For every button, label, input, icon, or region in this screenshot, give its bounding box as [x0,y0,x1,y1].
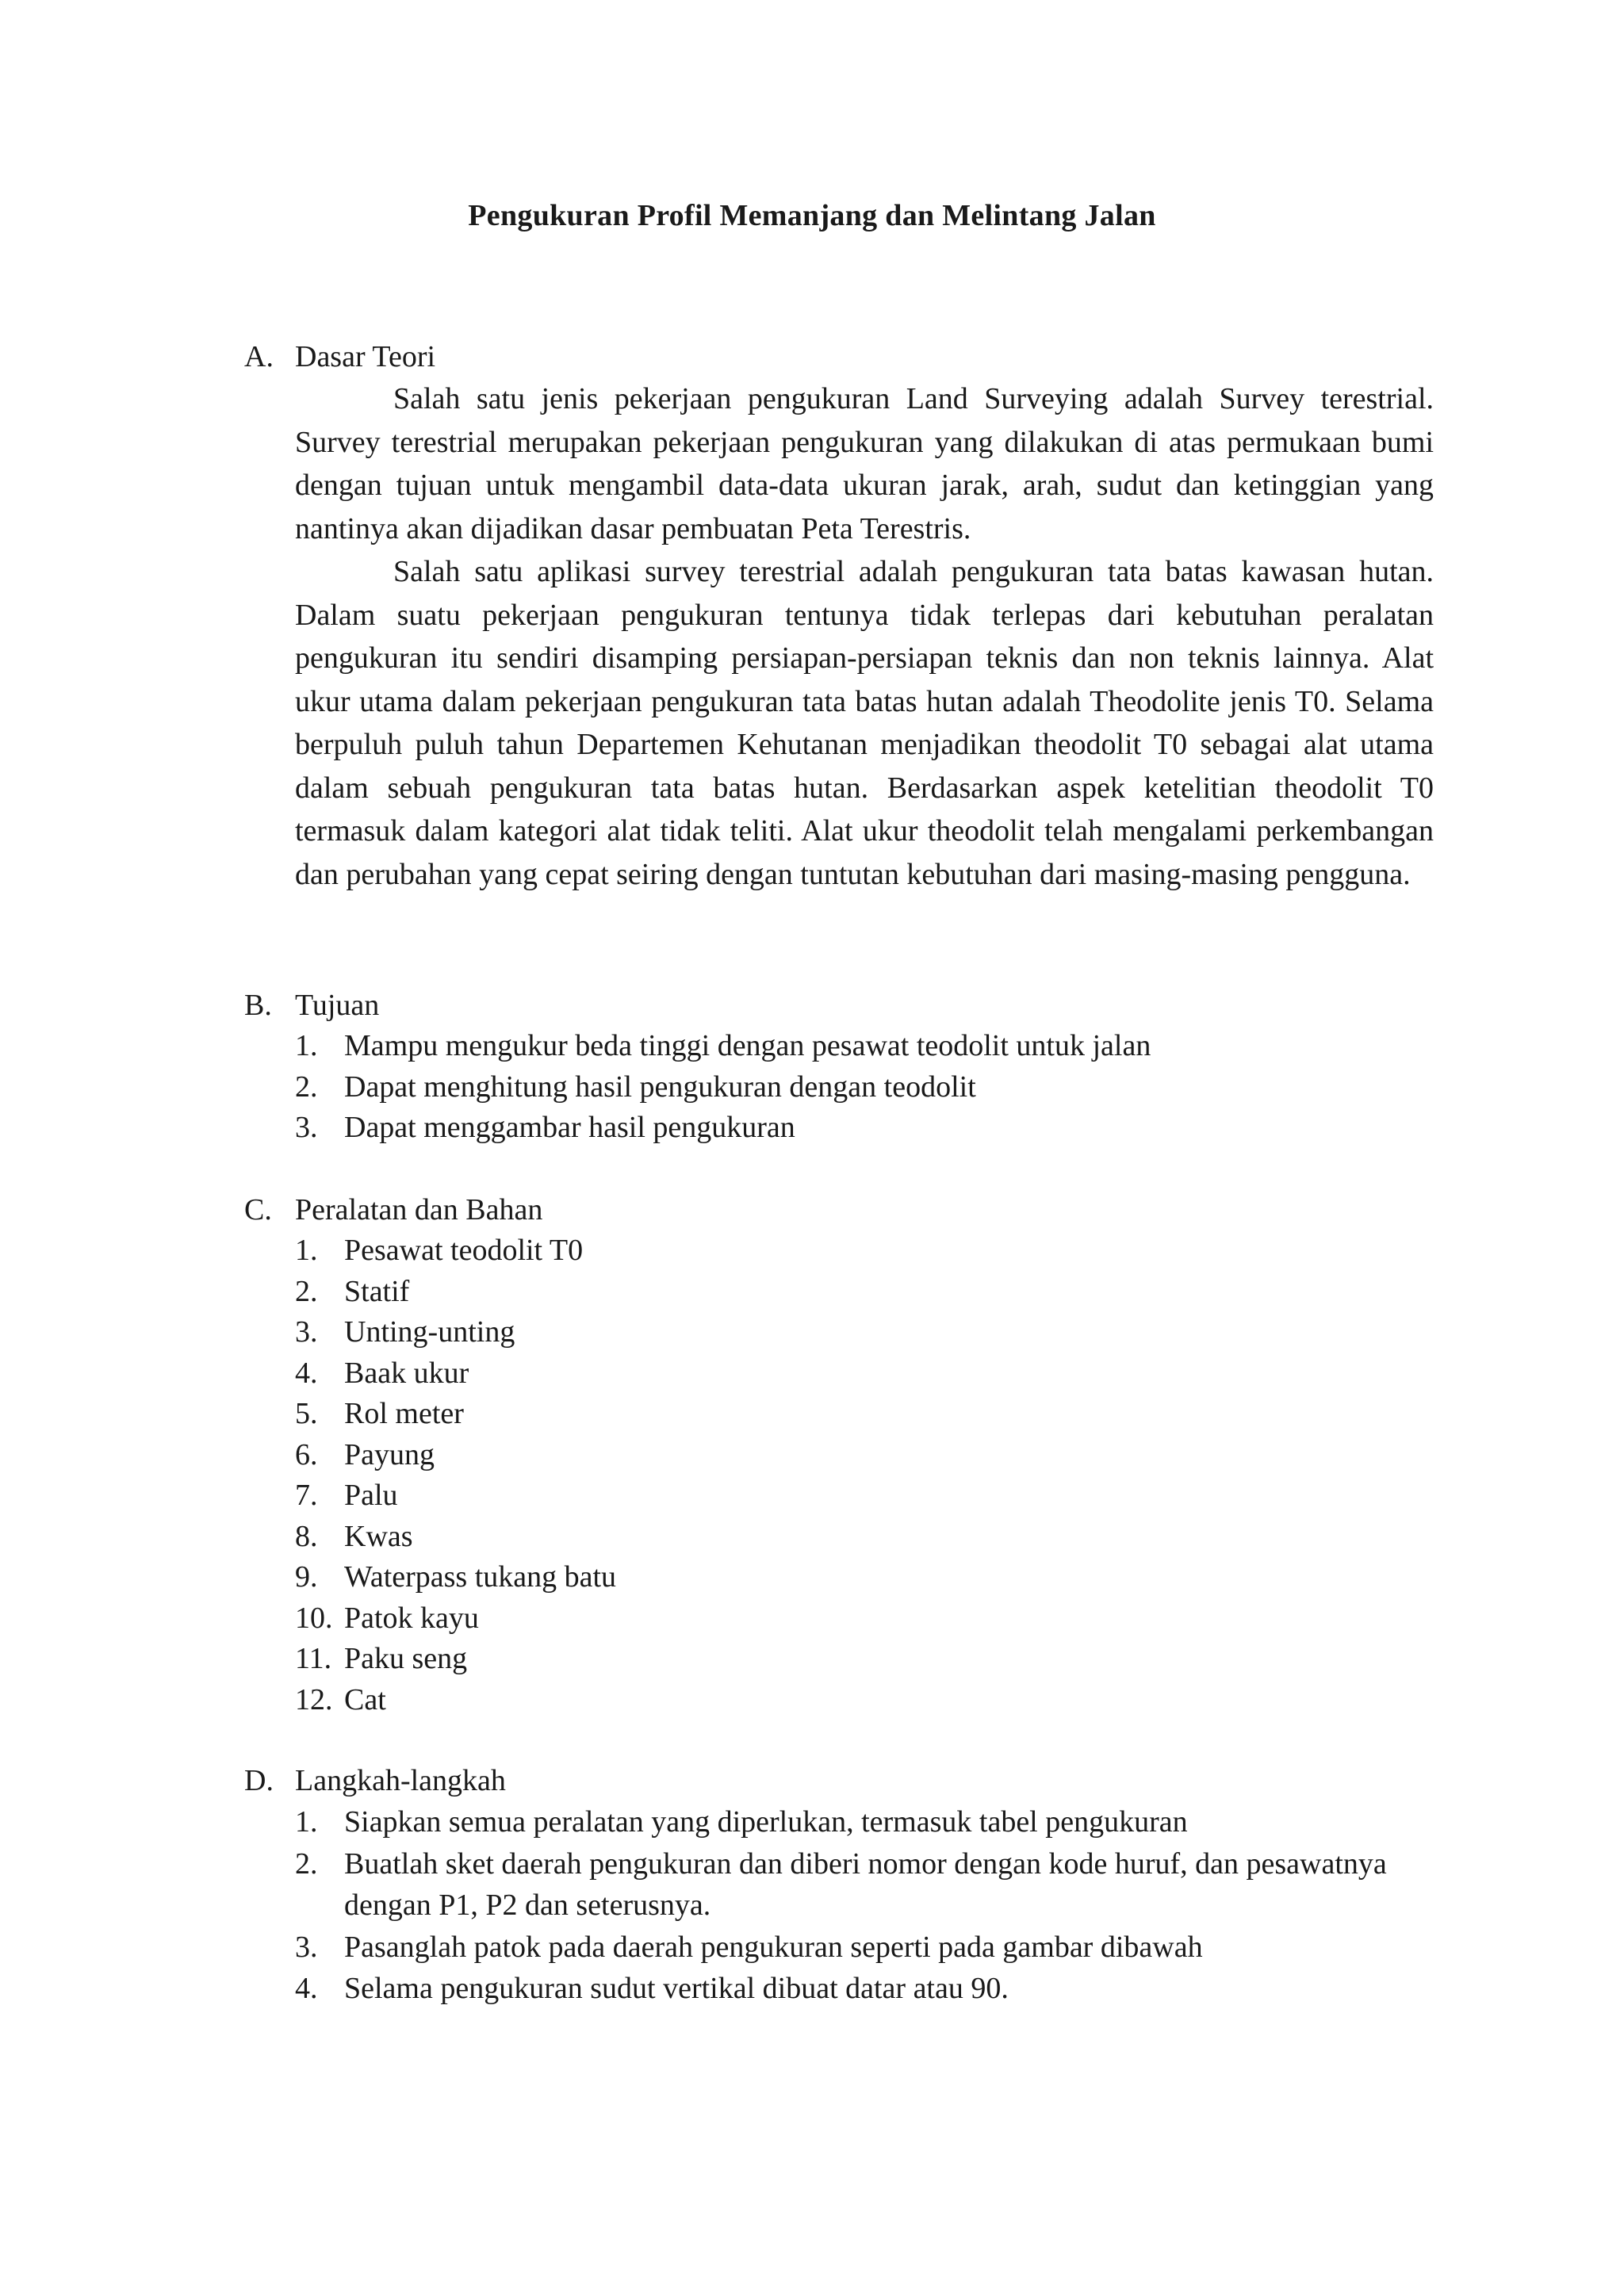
list-number: 10. [295,1601,333,1635]
list-item-text: Mampu mengukur beda tinggi dengan pesawat teodolit untuk jalan [344,1029,1151,1062]
list-number: 7. [295,1479,318,1512]
list-item-text: Unting-unting [344,1315,515,1349]
list-number: 2. [295,1274,318,1308]
list-number: 1. [295,1234,318,1267]
list-item [295,1272,1434,1313]
list-item-text: Statif [344,1274,410,1308]
list-item-text: Patok kayu [344,1601,479,1635]
list-item [295,1843,1434,1927]
list-number: 1. [295,1805,318,1839]
section-peralatan-dan-bahan [244,1189,1434,1720]
list-item [295,1435,1434,1476]
section-letter: C. [244,1193,272,1226]
list-item-text: Palu [344,1479,398,1512]
list-item [295,1394,1434,1435]
list-item [295,1026,1434,1067]
list-item-text: Paku seng [344,1642,468,1675]
list-number: 3. [295,1315,318,1349]
list-item [295,1598,1434,1640]
section-letter: B. [244,989,272,1022]
list-item [295,1968,1434,2010]
list-number: 12. [295,1682,333,1716]
list-item-text: Waterpass tukang batu [344,1560,617,1594]
numbered-list [295,1230,1434,1720]
list-item [295,1680,1434,1721]
list-item-text: Selama pengukuran sudut vertikal dibuat datar atau 90. [344,1972,1009,2005]
list-number: 4. [295,1356,318,1390]
section-dasar-teori [244,336,1434,896]
list-number: 6. [295,1437,318,1471]
list-item-text: Rol meter [344,1397,464,1430]
numbered-list [295,1026,1434,1149]
list-item [295,1639,1434,1680]
list-item-text: Pasanglah patok pada daerah pengukuran seperti pada gambar dibawah [344,1930,1203,1964]
list-number: 2. [295,1846,318,1881]
section-letter: D. [244,1764,274,1797]
paragraph: Salah satu jenis pekerjaan pengukuran Land Surveying adalah Survey terestrial. Survey terestrial merupakan pekerjaan pengukuran yang dilakukan di atas permukaan bumi dengan tujuan untuk mengambil data-data ukuran jarak, arah, sudut dan ketinggian yang nantinya akan dijadikan dasar pembuatan Peta Terestris. [295,382,1434,545]
list-item [295,1927,1434,1969]
list-item [295,1067,1434,1108]
section-title: Peralatan dan Bahan [295,1193,543,1226]
section-letter: A. [244,340,274,373]
section-heading [244,1760,1434,1801]
list-number: 5. [295,1397,318,1430]
section-tujuan [244,985,1434,1149]
list-item [295,1230,1434,1272]
numbered-list [295,1801,1434,2010]
list-item-text: Kwas [344,1519,413,1553]
list-number: 2. [295,1070,318,1104]
list-number: 11. [295,1642,332,1675]
list-number: 3. [295,1111,318,1144]
list-item [295,1801,1434,1843]
section-heading [244,985,1434,1026]
section-title: Langkah-langkah [295,1764,506,1797]
list-number: 3. [295,1930,318,1964]
list-item-text: Siapkan semua peralatan yang diperlukan, termasuk tabel pengukuran [344,1805,1188,1839]
section-title: Dasar Teori [295,340,436,373]
section-title: Tujuan [295,989,380,1022]
list-item [295,1312,1434,1353]
list-item [295,1557,1434,1598]
list-item [295,1475,1434,1517]
list-item-text: Dapat menghitung hasil pengukuran dengan teodolit [344,1070,976,1104]
section-heading [244,1189,1434,1230]
list-item [295,1517,1434,1558]
list-item-text: Payung [344,1437,435,1471]
section-langkah-langkah [244,1760,1434,2010]
list-number: 9. [295,1560,318,1594]
list-item-text: Baak ukur [344,1356,469,1390]
list-item [295,1353,1434,1395]
list-item-text: Buatlah sket daerah pengukuran dan diberi nomor dengan kode huruf, dan pesawatnya dengan P1, P2 dan seterusnya. [344,1846,1387,1922]
list-item [295,1108,1434,1149]
list-item-text: Dapat menggambar hasil pengukuran [344,1111,795,1144]
section-heading [244,336,1434,377]
list-item-text: Pesawat teodolit T0 [344,1234,584,1267]
list-item-text: Cat [344,1682,386,1716]
list-number: 4. [295,1972,318,2005]
paragraph: Salah satu aplikasi survey terestrial adalah pengukuran tata batas kawasan hutan. Dalam suatu pekerjaan pengukuran tentunya tidak terlepas dari kebutuhan peralatan pengukuran itu sendiri disamping persiapan-persiapan teknis dan non teknis lainnya. Alat ukur utama dalam pekerjaan pengukuran tata batas hutan adalah Theodolite jenis T0. Selama berpuluh puluh tahun Departemen Kehutanan menjadikan theodolit T0 sebagai alat utama dalam sebuah pengukuran tata batas hutan. Berdasarkan aspek ketelitian theodolit T0 termasuk dalam kategori alat tidak teliti. Alat ukur theodolit telah mengalami perkembangan dan perubahan yang cepat seiring dengan tuntutan kebutuhan dari masing-masing pengguna. [295,555,1434,891]
list-number: 8. [295,1519,318,1553]
document-title: Pengukuran Profil Memanjang dan Melintang Jalan [468,199,1156,232]
list-number: 1. [295,1029,318,1062]
